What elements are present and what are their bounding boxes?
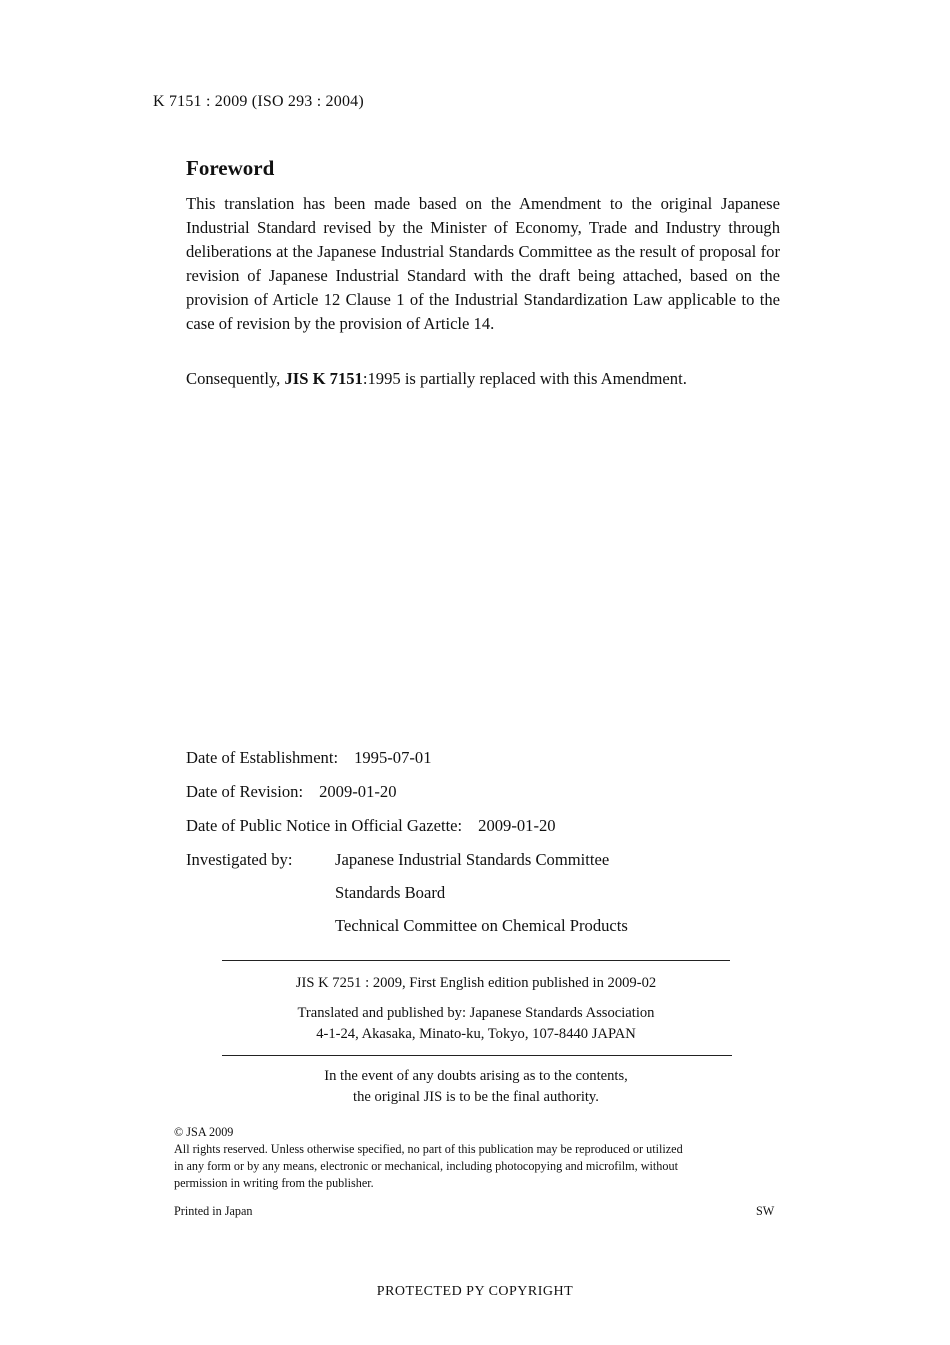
protected-footer: PROTECTED PY COPYRIGHT [376,1284,574,1299]
foreword-paragraph-2 [186,367,780,391]
date-establishment-row [186,746,432,770]
date-revision-value: 2009-01-20 [319,782,397,801]
investigated-by-technical-committee: Technical Committee on Chemical Products [335,916,628,935]
date-gazette-label: Date of Public Notice in Official Gazette: [186,816,463,835]
divider-top [222,960,730,961]
edition-line: JIS K 7251 : 2009, First English edition published in 2009-02 [295,975,657,991]
paragraph-2-suffix: is partially replaced with this Amendment. [400,369,687,388]
investigated-by-label: Investigated by: [186,850,293,869]
paragraph-2-prefix: Consequently, [186,369,285,388]
publisher-line: Translated and published by: Japanese Standards Association [297,1005,655,1021]
jis-reference-year: :1995 [362,369,401,388]
authority-line-1: In the event of any doubts arising as to the contents, [324,1068,628,1084]
copyright-notice: © JSA 2009 [174,1125,234,1139]
authority-line-2: the original JIS is to be the final authority. [353,1089,599,1105]
investigated-by-board: Standards Board [335,883,446,902]
document-code-header: K 7151 : 2009 (ISO 293 : 2004) [153,93,364,110]
publisher-address: 4-1-24, Akasaka, Minato-ku, Tokyo, 107-8440 JAPAN [316,1026,636,1042]
date-gazette-value: 2009-01-20 [478,816,556,835]
foreword-paragraph-1: This translation has been made based on the Amendment to the original Japanese Industrial Standard revised by the Minister of Economy, Trade and Industry through deliberations at the Japanese Industrial Standards Committee as the result of proposal for revision of Japanese Industrial Standard with the draft being attached, based on the provision of Article 12 Clause 1 of the Industrial Standardization Law applicable to the case of revision by the provision of Article 14. [186,194,780,333]
rights-notice-line-1: All rights reserved. Unless otherwise specified, no part of this publication may be reproduced or utilized [174,1142,683,1156]
print-code: SW [756,1204,775,1218]
date-establishment-value: 1995-07-01 [354,748,432,767]
date-revision-label: Date of Revision: [186,782,304,801]
divider-bottom [222,1055,732,1056]
date-revision-row [186,780,397,804]
rights-notice-line-2: in any form or by any means, electronic or mechanical, including photocopying and microfilm, without [174,1159,678,1173]
foreword-title: Foreword [186,156,275,180]
printed-in: Printed in Japan [174,1204,253,1218]
date-establishment-label: Date of Establishment: [186,748,339,767]
investigated-by-committee: Japanese Industrial Standards Committee [335,850,610,869]
date-gazette-row [186,814,556,838]
jis-reference: JIS K 7151 [284,369,363,388]
rights-notice-line-3: permission in writing from the publisher. [174,1176,374,1190]
